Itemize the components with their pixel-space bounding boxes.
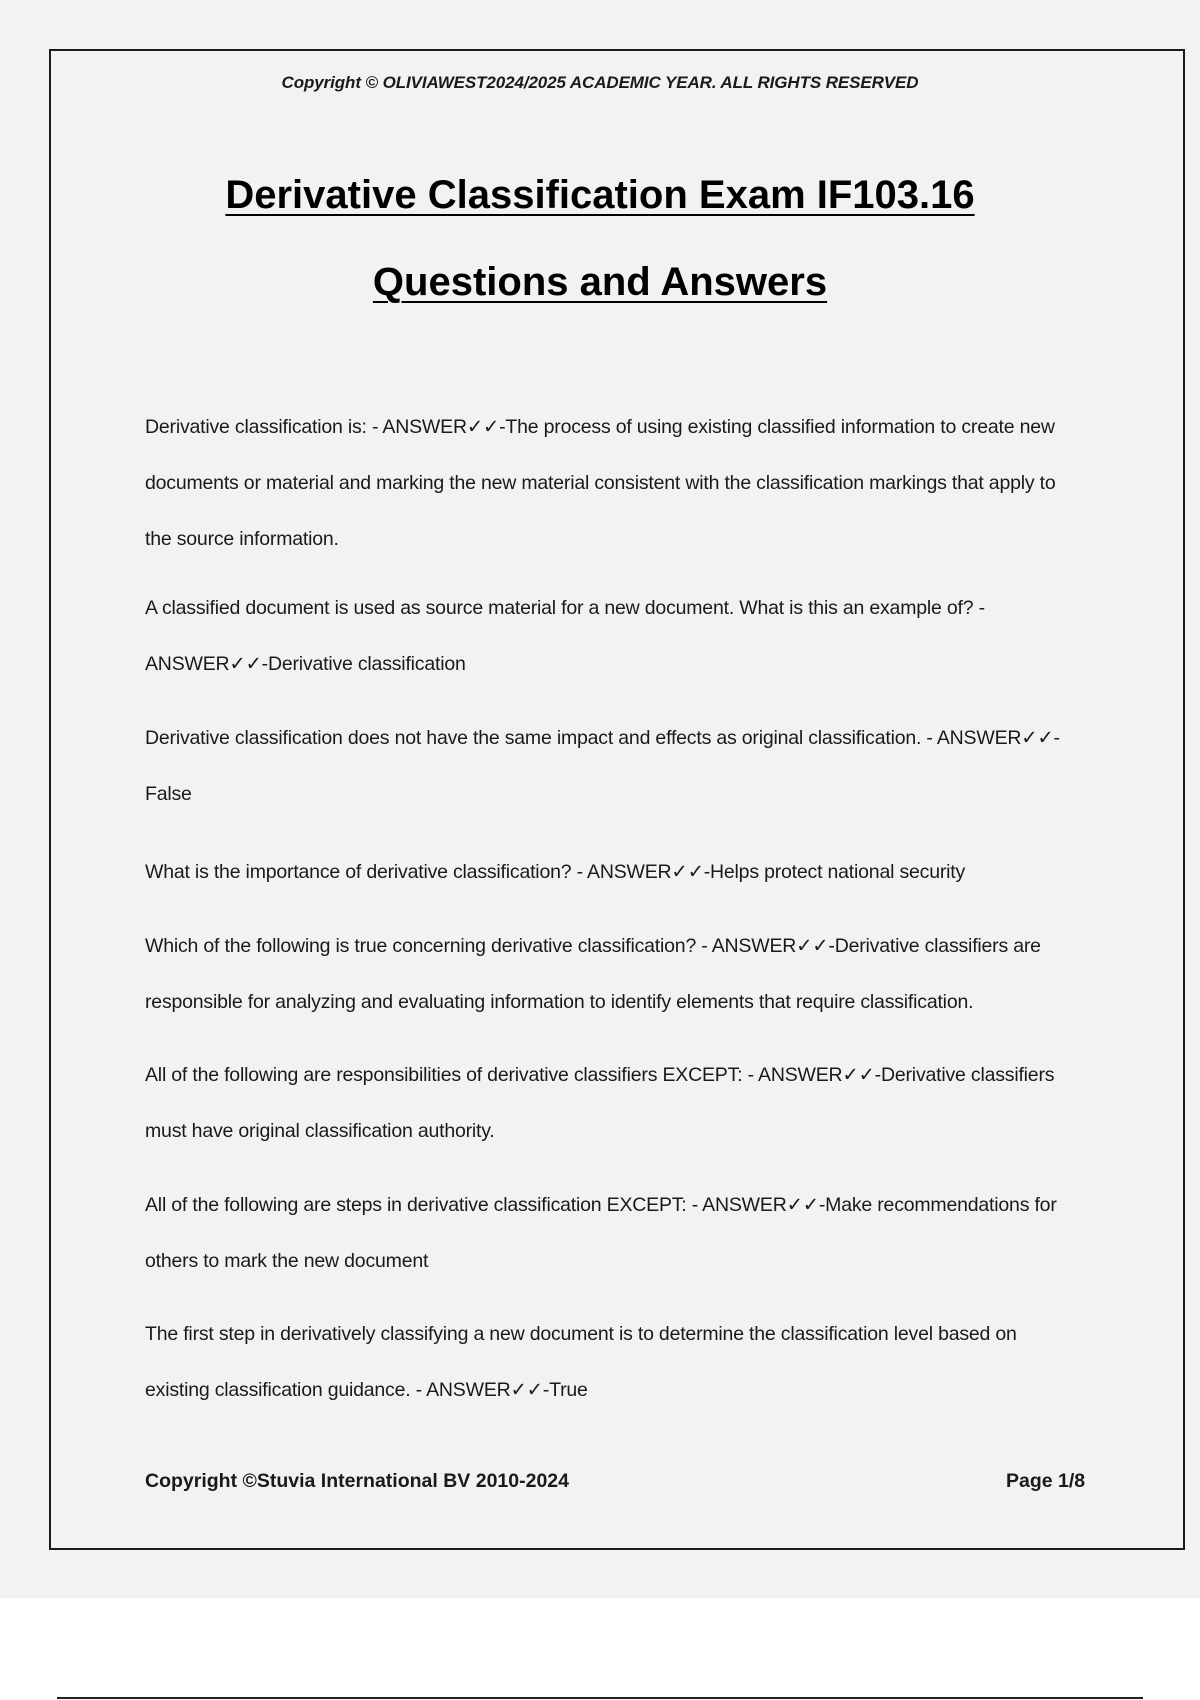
answer-marker: - ANSWER✓✓- [366,416,506,438]
answer-marker: - ANSWER✓✓- [696,935,835,957]
answer-marker: - ANSWER✓✓- [921,727,1060,749]
answer-marker: - ANSWER✓✓- [145,597,985,675]
qa-item [145,918,1085,1030]
answer-text: The process of using existing classified information to create new documents or material and marking the new material consistent with the classification markings that apply to the source information. [145,416,1056,550]
document-title [0,173,1200,218]
answer-text: Derivative classifiers must have original classification authority. [145,1064,1055,1142]
question-text: Derivative classification does not have the same impact and effects as original classification. [145,727,922,749]
question-text: All of the following are steps in derivative classification EXCEPT: [145,1194,687,1216]
title-line-1: Derivative Classification Exam IF103.16 [225,173,975,217]
qa-item [145,399,1085,567]
qa-item [145,844,1085,900]
question-text: The first step in derivatively classifying a new document is to determine the classification level based on existing classification guidance. [145,1323,1017,1401]
qa-item [145,1306,1085,1418]
answer-marker: - ANSWER✓✓- [571,861,711,883]
qa-item [145,710,1085,822]
qa-item [145,1177,1085,1289]
question-text: Which of the following is true concerning derivative classification? [145,935,697,957]
answer-text: True [549,1379,588,1401]
answer-text: Make recommendations for others to mark the new document [145,1194,1057,1272]
header-copyright: Copyright © OLIVIAWEST2024/2025 ACADEMIC YEAR. ALL RIGHTS RESERVED [281,73,919,92]
title-line-2: Questions and Answers [372,260,828,304]
question-text: Derivative classification is: [145,416,367,438]
answer-text: Helps protect national security [710,861,966,883]
qa-item [145,1047,1085,1159]
answer-text: Derivative classifiers are responsible for analyzing and evaluating information to identify elements that require classification. [145,935,1041,1013]
answer-text: False [145,783,192,805]
question-text: What is the importance of derivative classification? [145,861,572,883]
answer-marker: - ANSWER✓✓- [410,1379,550,1401]
question-text: A classified document is used as source material for a new document. What is this an example of? [145,597,974,619]
footer-copyright: Copyright ©Stuvia International BV 2010-2024 [145,1470,569,1492]
document-subtitle [0,260,1200,305]
question-text: All of the following are responsibilities of derivative classifiers EXCEPT: [145,1064,743,1086]
qa-item [145,580,1085,692]
page-number: Page 1/8 [1006,1470,1086,1492]
next-page-divider [57,1697,1143,1699]
answer-text: Derivative classification [267,653,466,675]
answer-marker: - ANSWER✓✓- [742,1064,881,1086]
answer-marker: - ANSWER✓✓- [686,1194,826,1216]
